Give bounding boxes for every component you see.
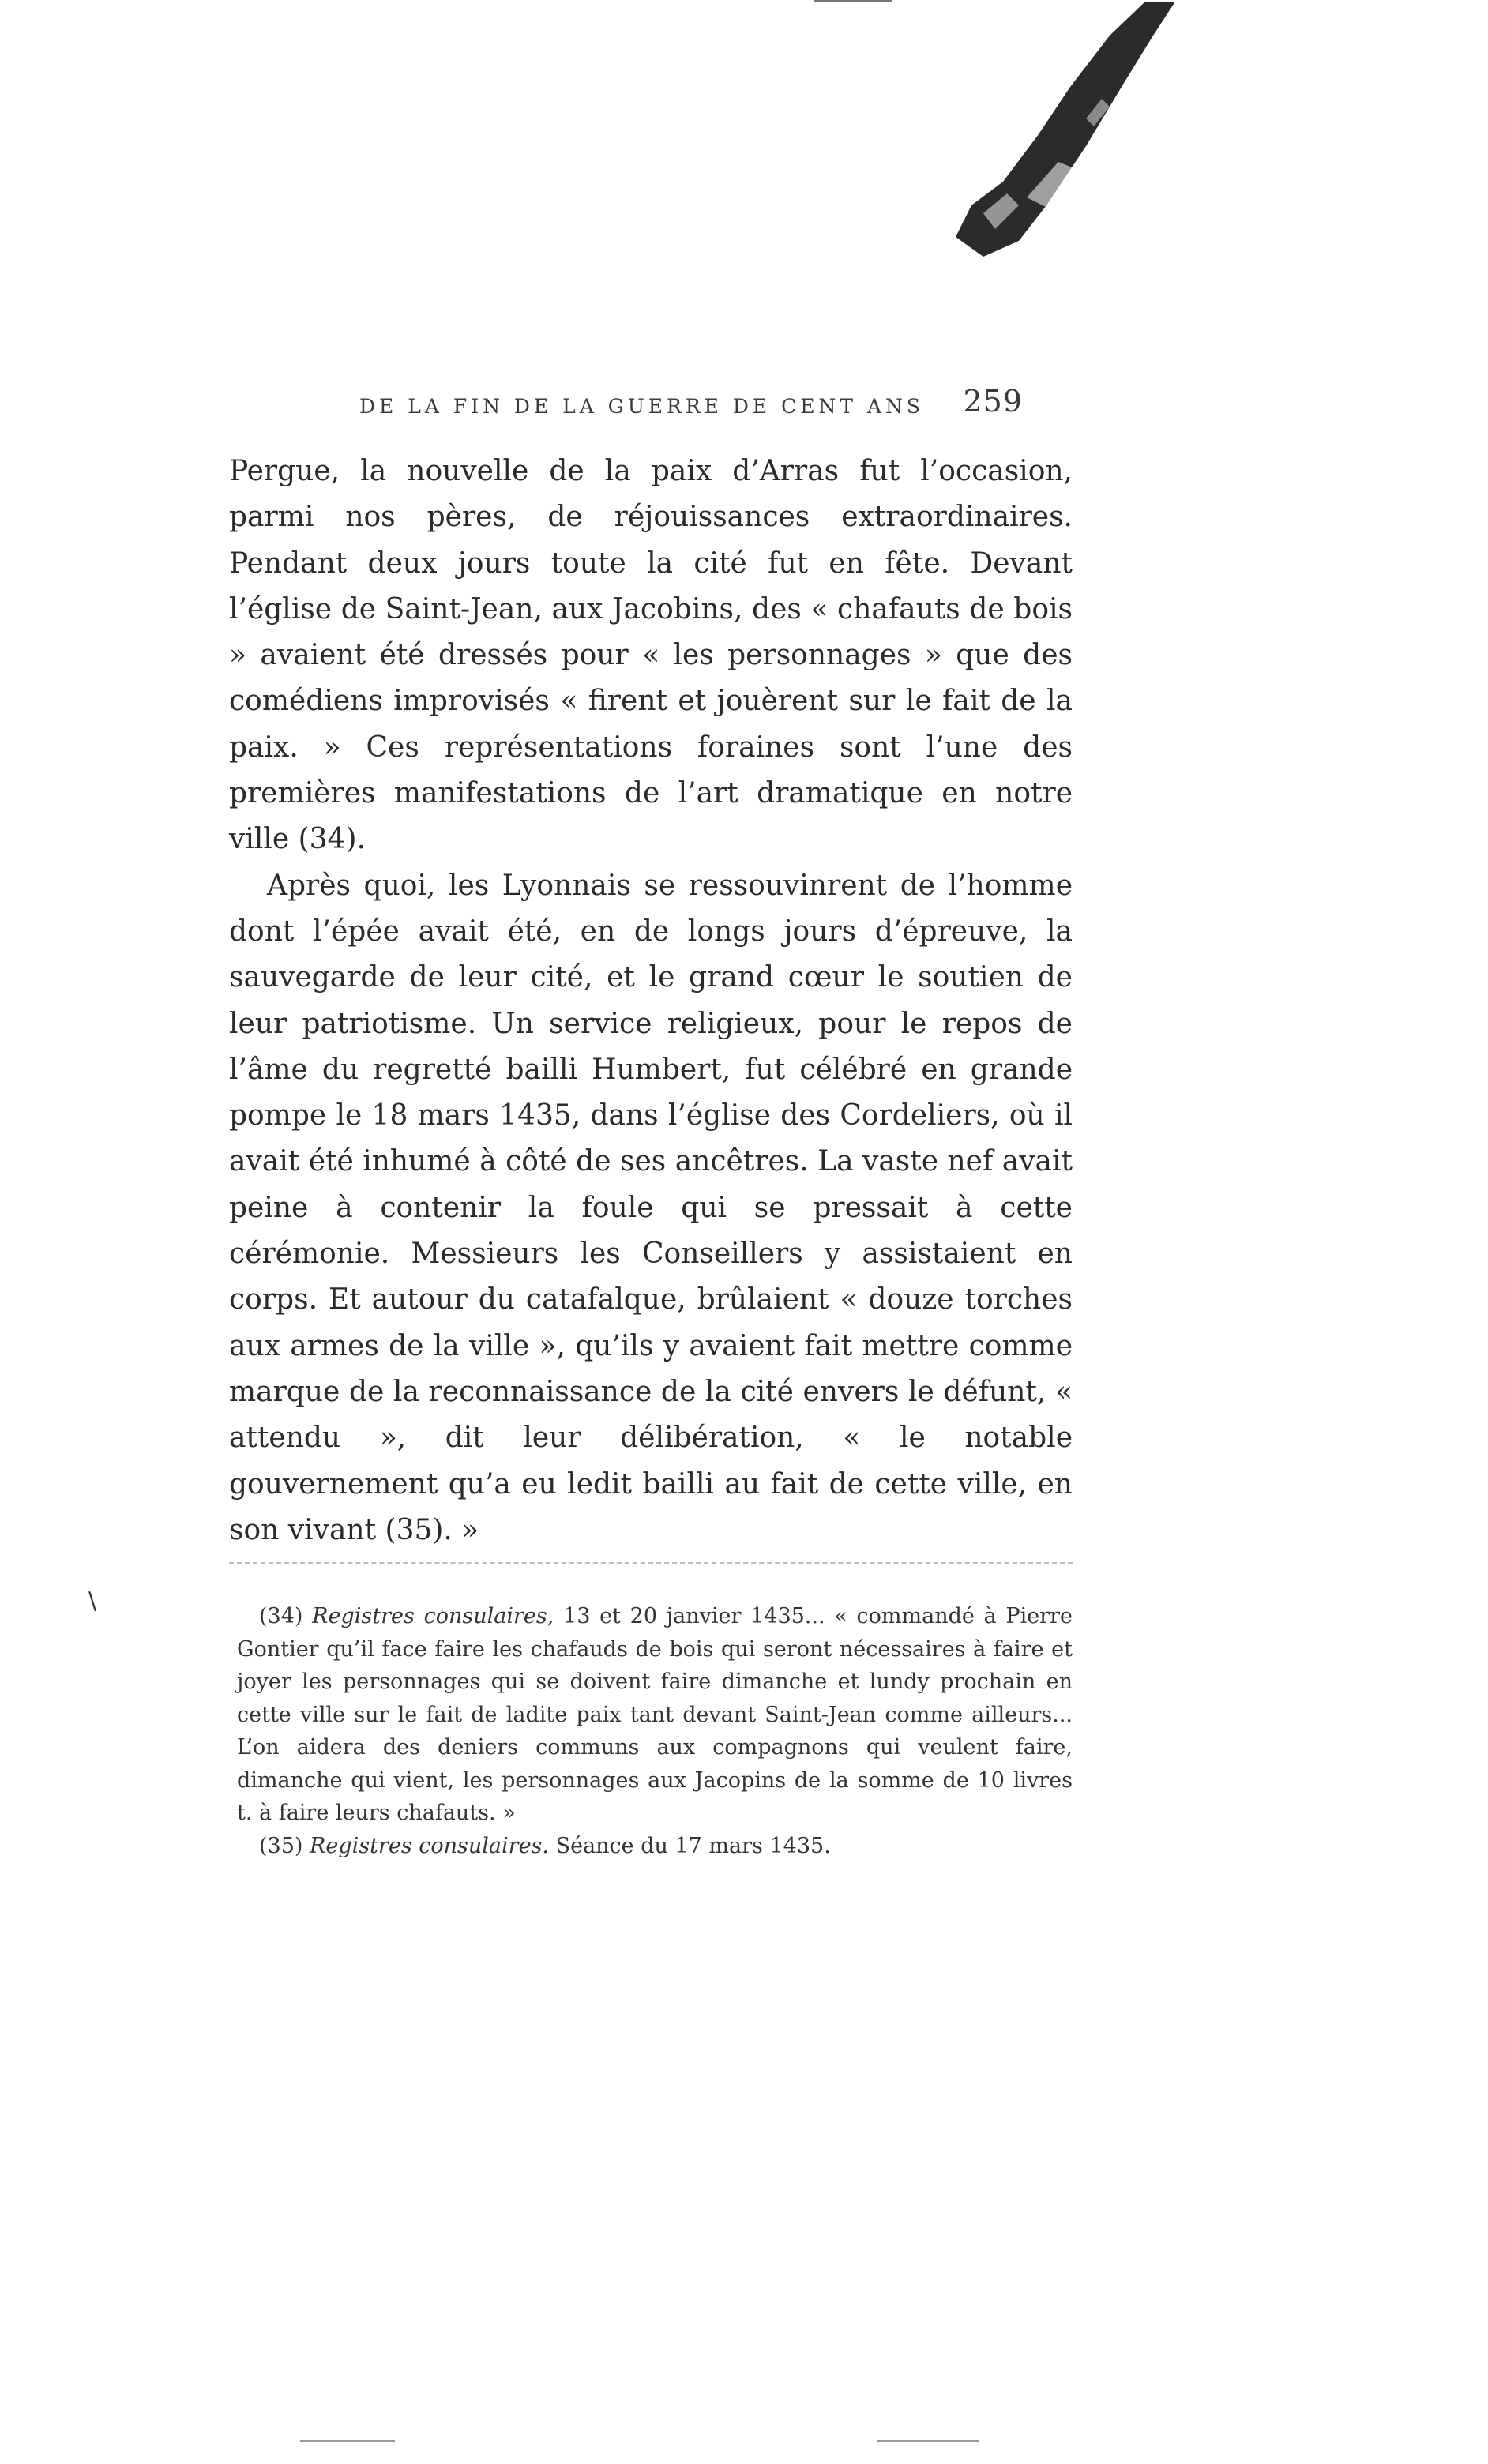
paragraph: Après quoi, les Lyonnais se ressouvinrent de l’homme dont l’épée avait été, en de longs jours d’épreuve, la sauvegarde de leur cité, et le grand cœur le soutien de leur patriotisme. Un service religieux, pour le repos de l’âme du regretté bailli Humbert, fut célébré en grande pompe le 18 mars 1435, dans l’église des Cordeliers, où il avait été inhumé à côté de ses ancêtres. La vaste nef avait peine à contenir la foule qui se pressait à cette cérémonie. Messieurs les Conseillers y assistaient en corps. Et autour du catafalque, brûlaient « douze torches aux armes de la ville », qu’ils y avaient fait mettre comme marque de la reconnaissance de la cité envers le défunt, « attendu », dit leur délibération, « le notable gouvernement qu’a eu ledit bailli au fait de cette ville, en son vivant (35). »	[229, 869, 1073, 1546]
footnote-text: Séance du 17 mars 1435.	[555, 1833, 831, 1858]
footnote	[237, 1830, 1073, 1863]
margin-mark: \	[88, 1587, 97, 1615]
footnote-text: 13 et 20 janvier 1435... « commandé à Pierre Gontier qu’il face faire les chafauds de bois qui seront nécessaires à faire et joyer les personnages qui se doivent faire dimanche et lundy prochain en cette ville sur le fait de ladite paix tant devant Saint-Jean comme ailleurs... L’on aidera des deniers communs aux compagnons qui veulent faire, dimanche qui vient, les personnages aux Jacopins de la somme de 10 livres t. à faire leurs chafauts. »	[237, 1604, 1073, 1825]
footnote-number: (34)	[259, 1604, 303, 1628]
running-title: DE LA FIN DE LA GUERRE DE CENT ANS	[359, 395, 925, 418]
main-text	[229, 449, 1073, 1553]
top-edge-rule	[814, 0, 892, 2]
bottom-edge-mark	[877, 2440, 979, 2442]
bottom-edge-mark	[300, 2440, 395, 2442]
running-head	[359, 384, 1023, 423]
footnote-source: Registres consulaires.	[310, 1833, 549, 1858]
footnote	[237, 1600, 1073, 1830]
footnote-separator	[229, 1562, 1073, 1564]
footnote-source: Registres consulaires,	[312, 1604, 554, 1628]
ink-smudge-mark	[908, 0, 1177, 261]
footnotes	[237, 1600, 1073, 1862]
page-number: 259	[963, 384, 1023, 419]
footnote-number: (35)	[259, 1833, 303, 1858]
paragraph: Pergue, la nouvelle de la paix d’Arras fut l’occasion, parmi nos pères, de réjouissances extraordinaires. Pendant deux jours toute la cité fut en fête. Devant l’église de Saint-Jean, aux Jacobins, des « chafauts de bois » avaient été dressés pour « les personnages » que des comédiens improvisés « firent et jouèrent sur le fait de la paix. » Ces représentations foraines sont l’une des premières manifestations de l’art dramatique en notre ville (34).	[229, 455, 1073, 856]
